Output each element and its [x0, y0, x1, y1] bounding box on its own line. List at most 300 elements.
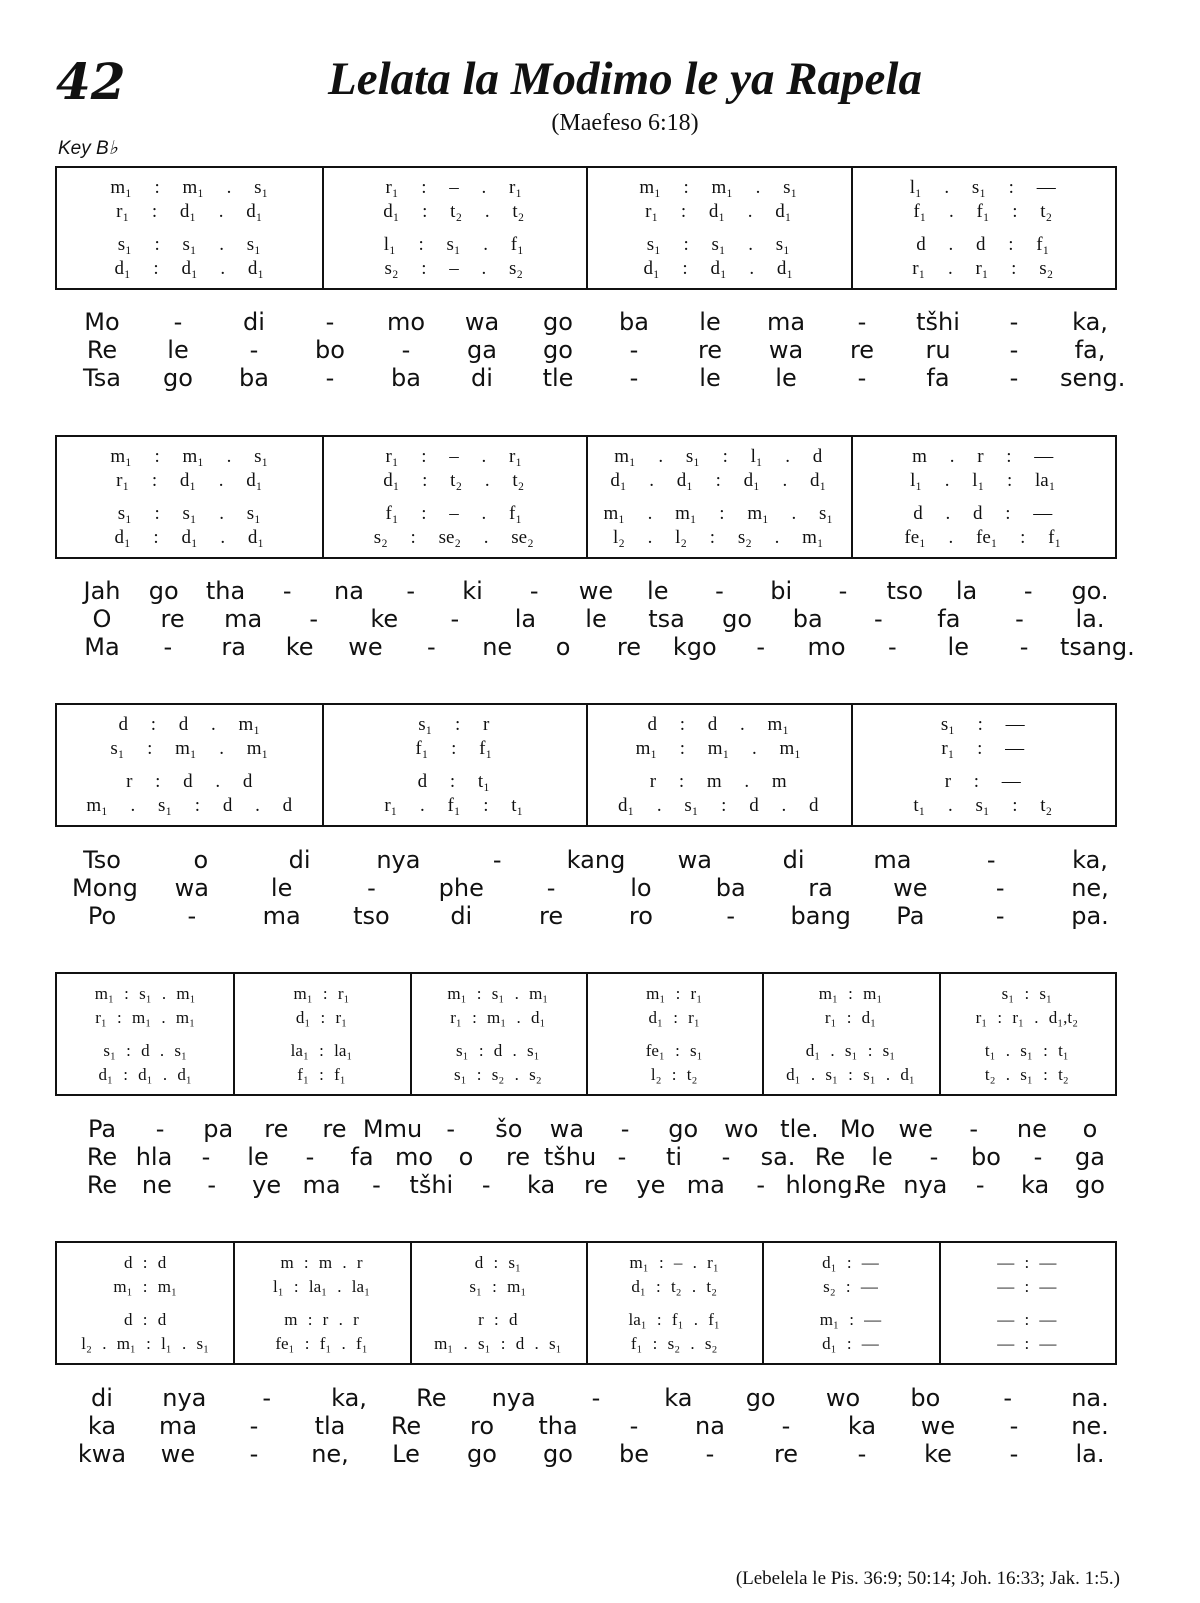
barline [410, 972, 412, 1096]
voice-notation: r₁ : d₁ . d₁ [116, 470, 263, 491]
lyric-syllable: ne [141, 1171, 172, 1199]
lyric-syllable: Re [86, 336, 118, 364]
lyric-syllable: di [91, 1384, 113, 1412]
voice-notation: fe₁ : f₁ . f₁ [275, 1334, 368, 1353]
lyric-syllable: ka [664, 1384, 693, 1412]
lyric-syllable: tšhu [543, 1143, 597, 1171]
lyric-syllable: - [781, 1412, 791, 1440]
lyric-syllable: nya [491, 1384, 536, 1412]
lyric-syllable: ba [792, 605, 823, 633]
voice-notation: r : — [944, 771, 1021, 792]
lyric-syllable: re [505, 1143, 531, 1171]
lyric-syllable: o [458, 1143, 474, 1171]
lyric-syllable: ka [847, 1412, 877, 1440]
voice-notation: — : — [997, 1253, 1057, 1272]
lyric-syllable: - [857, 1440, 867, 1468]
voice-notation: la₁ : la₁ [290, 1041, 353, 1060]
voice-notation: m₁ : m₁ . s₁ [110, 177, 269, 198]
lyric-syllable: - [1023, 577, 1033, 605]
voice-notation: r₁ : m₁ . m₁ [95, 1008, 196, 1027]
lyric-syllable: bo [910, 1384, 941, 1412]
music-system [55, 435, 1117, 559]
lyric-syllable: - [201, 1143, 211, 1171]
lyric-syllable: kgo [672, 633, 717, 661]
scripture-reference: (Maefeso 6:18) [551, 110, 699, 136]
lyric-syllable: fa [350, 1143, 374, 1171]
lyric-syllable: - [546, 874, 556, 902]
barline [586, 435, 588, 559]
lyric-syllable: - [401, 336, 411, 364]
lyric-syllable: re [583, 1171, 609, 1199]
lyric-syllable: ne [1016, 1115, 1047, 1143]
footer-references: (Lebelela le Pis. 36:9; 50:14; Joh. 16:33; Jak. 1:5.) [735, 1568, 1120, 1589]
voice-notation: f₁ . f₁ : t₂ [913, 201, 1053, 222]
lyric-syllable: - [888, 633, 897, 661]
lyric-syllable: ga [1075, 1143, 1105, 1171]
lyric-syllable: wo [825, 1384, 861, 1412]
lyric-syllable: Jah [83, 577, 121, 605]
voice-notation: m₁ : m₁ [818, 984, 883, 1003]
lyric-syllable: na [695, 1412, 725, 1440]
lyric-syllable: - [173, 308, 183, 336]
voice-notation: l₂ . m₁ : l₁ . s₁ [81, 1334, 210, 1353]
lyric-syllable: - [309, 605, 319, 633]
voice-notation: l₁ . l₁ : la₁ [910, 470, 1056, 491]
lyric-syllable: mo [386, 308, 426, 336]
voice-notation: f₁ : f₁ [297, 1065, 346, 1084]
voice-notation: d : d . m₁ [647, 714, 789, 735]
voice-notation: r₁ : m₁ . d₁ [450, 1008, 546, 1027]
lyric-syllable: tso [886, 577, 924, 605]
lyric-syllable: we [920, 1412, 956, 1440]
lyric-syllable: nya [376, 846, 421, 874]
lyric-syllable: - [1009, 336, 1019, 364]
lyric-syllable: - [756, 633, 765, 661]
lyric-syllable: di [450, 902, 473, 930]
barline [322, 166, 324, 290]
lyric-syllable: Tso [83, 846, 121, 874]
lyric-syllable: - [838, 577, 848, 605]
lyric-syllable: - [262, 1384, 271, 1412]
lyric-syllable: nya [162, 1384, 207, 1412]
lyric-syllable: ke [370, 605, 399, 633]
voice-notation: fe₁ : s₁ [645, 1041, 703, 1060]
voice-notation: d₁ : r₁ [295, 1008, 348, 1027]
barline [322, 703, 324, 827]
lyric-syllable: ma [873, 846, 912, 874]
lyric-syllable: - [1009, 1440, 1019, 1468]
voice-notation: m : m . r [280, 1253, 363, 1272]
lyric-syllable: - [857, 308, 867, 336]
lyric-syllable: bang [790, 902, 851, 930]
lyric-syllable: la. [1075, 605, 1105, 633]
lyric-syllable: re [697, 336, 723, 364]
hymn-title: Lelata la Modimo le ya Rapela [328, 53, 922, 105]
lyric-syllable: fa, [1074, 336, 1106, 364]
barline [586, 703, 588, 827]
lyric-syllable: ne [482, 633, 513, 661]
voice-notation: d₁ : d₁ . d₁ [98, 1065, 192, 1084]
lyric-syllable: go [745, 1384, 776, 1412]
lyric-syllable: re [322, 1115, 347, 1143]
voice-notation: f₁ : s₂ . s₂ [630, 1334, 718, 1353]
voice-notation: r : d [478, 1310, 518, 1329]
voice-notation: r₁ : — [941, 738, 1025, 759]
lyric-syllable: fa [926, 364, 950, 392]
lyric-syllable: fa [937, 605, 961, 633]
lyric-syllable: - [1019, 633, 1029, 661]
lyric-syllable: le [699, 364, 721, 392]
voice-notation: f₁ : f₁ [415, 738, 493, 759]
lyric-syllable: go [148, 577, 179, 605]
lyric-syllable: - [873, 605, 883, 633]
lyric-syllable: - [155, 1115, 165, 1143]
lyric-syllable: le [270, 874, 293, 902]
lyric-syllable: le [647, 577, 669, 605]
lyric-syllable: tso [353, 902, 390, 930]
voice-notation: r₁ : d₁ [824, 1008, 877, 1027]
voice-notation: m : r . r [284, 1310, 359, 1329]
voice-notation: m . r : — [912, 446, 1054, 467]
lyric-syllable: ma [262, 902, 301, 930]
lyric-syllable: - [969, 1115, 979, 1143]
lyric-syllable: Re [86, 1171, 118, 1199]
lyric-syllable: pa [203, 1115, 234, 1143]
voice-notation: fe₁ . fe₁ : f₁ [904, 527, 1062, 548]
lyric-syllable: mo [394, 1143, 434, 1171]
lyric-syllable: re [773, 1440, 799, 1468]
lyric-syllable: go [543, 1440, 573, 1468]
voice-notation: m₁ . m₁ : m₁ . s₁ [603, 503, 833, 524]
lyric-syllable: le [585, 605, 607, 633]
barline [851, 435, 853, 559]
lyric-syllable: ka [87, 1412, 117, 1440]
voice-notation: s₁ : s₁ . s₁ [646, 234, 790, 255]
lyric-syllable: ki [462, 577, 483, 605]
lyric-syllable: ra [808, 874, 833, 902]
lyric-syllable: Mong [72, 874, 138, 902]
lyric-syllable: ne. [1071, 1412, 1109, 1440]
voice-notation: d : d [124, 1253, 167, 1272]
lyric-syllable: - [450, 605, 460, 633]
lyric-syllable: - [617, 1143, 627, 1171]
voice-notation: l₁ . s₁ : — [909, 177, 1056, 198]
lyric-syllable: lo [630, 874, 652, 902]
lyric-syllable: bi [770, 577, 793, 605]
voice-notation: s₁ : — [940, 714, 1025, 735]
voice-notation: d₁ : — [822, 1334, 879, 1353]
lyric-syllable: re [160, 605, 185, 633]
lyric-syllable: hla [135, 1143, 173, 1171]
lyric-syllable: la. [1075, 1440, 1105, 1468]
lyric-syllable: ma [224, 605, 263, 633]
lyric-syllable: ma [686, 1171, 725, 1199]
voice-notation: d₁ . s₁ : d . d [618, 795, 819, 816]
lyric-syllable: - [1033, 1143, 1043, 1171]
barline [939, 1241, 941, 1365]
lyric-syllable: - [325, 364, 335, 392]
music-system [55, 166, 1117, 290]
lyric-syllable: - [995, 902, 1005, 930]
voice-notation: s₁ : d . s₁ [456, 1041, 540, 1060]
lyric-syllable: ye [636, 1171, 666, 1199]
lyric-syllable: ye [252, 1171, 282, 1199]
lyric-syllable: ka, [1072, 308, 1108, 336]
lyric-syllable: ma [302, 1171, 341, 1199]
voice-notation: t₁ . s₁ : t₂ [913, 795, 1053, 816]
lyric-syllable: - [629, 364, 639, 392]
lyric-syllable: nya [903, 1171, 948, 1199]
lyric-syllable: Po [87, 902, 117, 930]
barline [851, 703, 853, 827]
lyric-syllable: di [471, 364, 493, 392]
voice-notation: r₁ : d₁ . d₁ [116, 201, 263, 222]
voice-notation: l₂ : t₂ [650, 1065, 698, 1084]
voice-notation: m₁ : s₁ . m₁ [447, 984, 549, 1003]
voice-notation: s₁ : m₁ . m₁ [110, 738, 269, 759]
lyric-syllable: - [715, 577, 724, 605]
lyric-syllable: ne, [1071, 874, 1109, 902]
voice-notation: d₁ : d₁ . d₁ [643, 258, 793, 279]
lyric-syllable: la [955, 577, 978, 605]
voice-notation: d . d : f₁ [916, 234, 1050, 255]
voice-notation: d₁ . d₁ : d₁ . d₁ [610, 470, 827, 491]
lyric-syllable: re [539, 902, 564, 930]
lyric-syllable: le [947, 633, 969, 661]
voice-notation: r : d . d [126, 771, 253, 792]
lyric-syllable: O [92, 605, 112, 633]
voice-notation: d₁ : t₂ . t₂ [383, 201, 525, 222]
lyric-syllable: tha [205, 577, 246, 605]
lyric-syllable: Tsa [83, 364, 121, 392]
lyric-syllable: - [282, 577, 292, 605]
lyric-syllable: mo [807, 633, 846, 661]
lyric-syllable: Ma [84, 633, 120, 661]
lyric-syllable: Re [390, 1412, 422, 1440]
lyric-syllable: - [249, 1440, 259, 1468]
lyric-syllable: wo [724, 1115, 759, 1143]
voice-notation: d : s₁ [474, 1253, 521, 1272]
lyric-syllable: di [782, 846, 805, 874]
lyric-syllable: ne, [311, 1440, 349, 1468]
lyric-syllable: - [629, 336, 639, 364]
barline [762, 972, 764, 1096]
lyric-syllable: - [249, 1412, 259, 1440]
lyric-syllable: - [591, 1384, 601, 1412]
voice-notation: m₁ : s₁ . m₁ [94, 984, 196, 1003]
music-system [55, 972, 1117, 1096]
lyric-syllable: re [616, 633, 641, 661]
lyric-syllable: be [619, 1440, 649, 1468]
lyric-syllable: tsa [648, 605, 685, 633]
lyric-syllable: ka [1021, 1171, 1050, 1199]
lyric-syllable: go [722, 605, 753, 633]
voice-notation: s₁ : r [418, 714, 490, 735]
lyric-syllable: pa. [1071, 902, 1109, 930]
lyric-syllable: Mo [839, 1115, 876, 1143]
voice-notation: d : d . m₁ [118, 714, 260, 735]
barline [939, 972, 941, 1096]
lyric-syllable: ka [527, 1171, 556, 1199]
lyric-syllable: Re [86, 1143, 118, 1171]
lyric-syllable: wa [768, 336, 804, 364]
lyric-syllable: ra [221, 633, 246, 661]
lyric-syllable: Le [392, 1440, 420, 1468]
lyric-syllable: - [406, 577, 416, 605]
voice-notation: r : m . m [649, 771, 787, 792]
lyric-syllable: wa [174, 874, 209, 902]
lyric-syllable: - [426, 633, 436, 661]
lyric-syllable: ba [619, 308, 649, 336]
voice-notation: — : — [997, 1334, 1057, 1353]
voice-notation: d . d : — [913, 503, 1053, 524]
lyric-syllable: o [555, 633, 571, 661]
voice-notation: m₁ : m₁ . s₁ [110, 446, 269, 467]
lyric-syllable: le [167, 336, 189, 364]
voice-notation: d₁ . s₁ : s₁ [805, 1041, 896, 1060]
voice-notation: — : — [997, 1310, 1057, 1329]
lyric-syllable: o [193, 846, 209, 874]
lyric-syllable: ti [665, 1143, 683, 1171]
voice-notation: m₁ : – . r₁ [629, 1253, 719, 1272]
lyric-syllable: - [367, 874, 376, 902]
lyric-syllable: go [668, 1115, 699, 1143]
lyric-syllable: - [325, 308, 335, 336]
lyric-syllable: Mo [84, 308, 120, 336]
lyric-syllable: ka, [1072, 846, 1108, 874]
lyric-syllable: ke [285, 633, 314, 661]
lyric-syllable: - [305, 1143, 315, 1171]
lyric-syllable: - [492, 846, 502, 874]
barline [586, 972, 588, 1096]
lyric-syllable: - [986, 846, 996, 874]
lyric-syllable: - [1009, 364, 1019, 392]
hymn-number: 42 [56, 52, 126, 111]
voice-notation: m₁ : m₁ . s₁ [639, 177, 798, 198]
lyric-syllable: ke [924, 1440, 952, 1468]
lyric-syllable: ro [469, 1412, 495, 1440]
lyric-syllable: le [699, 308, 721, 336]
lyric-syllable: - [163, 633, 173, 661]
lyric-syllable: - [756, 1171, 765, 1199]
lyric-syllable: go [1075, 1171, 1105, 1199]
lyric-syllable: di [288, 846, 311, 874]
lyric-syllable: la [514, 605, 537, 633]
lyric-syllable: - [446, 1115, 456, 1143]
barline [586, 166, 588, 290]
lyric-syllable: we [348, 633, 383, 661]
lyric-syllable: re [849, 336, 875, 364]
lyric-syllable: go. [1071, 577, 1109, 605]
voice-notation: d : d [124, 1310, 167, 1329]
lyric-syllable: wa [677, 846, 712, 874]
lyric-syllable: hlong. [785, 1171, 861, 1199]
lyric-syllable: - [1015, 605, 1024, 633]
voice-notation: s₁ : s₂ . s₂ [454, 1065, 542, 1084]
lyric-syllable: le [775, 364, 797, 392]
lyric-syllable: wa [464, 308, 500, 336]
lyric-syllable: kwa [77, 1440, 127, 1468]
voice-notation: r₁ : – . r₁ [385, 446, 522, 467]
voice-notation: r₁ : d₁ . d₁ [645, 201, 792, 222]
music-system [55, 1241, 1117, 1365]
voice-notation: d₁ : d₁ . d₁ [114, 527, 264, 548]
lyric-syllable: - [1009, 1412, 1019, 1440]
lyric-syllable: we [160, 1440, 196, 1468]
lyric-syllable: ma [766, 308, 806, 336]
voice-notation: d₁ : r₁ [648, 1008, 700, 1027]
voice-notation: m₁ : m₁ [113, 1277, 177, 1296]
lyric-syllable: bo [971, 1143, 1001, 1171]
voice-notation: s₁ : s₁ . s₁ [117, 234, 261, 255]
lyric-syllable: Re [416, 1384, 447, 1412]
voice-notation: t₂ . s₁ : t₂ [984, 1065, 1069, 1084]
lyric-syllable: we [578, 577, 614, 605]
lyric-syllable: - [249, 336, 259, 364]
barline [233, 972, 235, 1096]
lyric-syllable: Mmu [362, 1115, 423, 1143]
lyric-syllable: we [898, 1115, 933, 1143]
lyric-syllable: - [207, 1171, 217, 1199]
lyric-syllable: - [620, 1115, 630, 1143]
lyric-syllable: - [705, 1440, 715, 1468]
lyric-syllable: ba [391, 364, 421, 392]
voice-notation: t₁ . s₁ : t₁ [984, 1041, 1069, 1060]
lyric-syllable: - [1009, 308, 1019, 336]
lyric-syllable: ka, [331, 1384, 367, 1412]
voice-notation: r₁ : r₁ . d₁,t₂ [975, 1008, 1079, 1027]
lyric-syllable: Re [814, 1143, 846, 1171]
voice-notation: s₂ : se₂ . se₂ [373, 527, 534, 548]
lyric-syllable: go [467, 1440, 497, 1468]
voice-notation: m₁ : m₁ . m₁ [635, 738, 801, 759]
lyric-syllable: - [372, 1171, 381, 1199]
barline [762, 1241, 764, 1365]
voice-notation: d : t₁ [417, 771, 490, 792]
lyric-syllable: di [243, 308, 265, 336]
voice-notation: d₁ : d₁ . d₁ [114, 258, 264, 279]
lyric-syllable: - [481, 1171, 491, 1199]
voice-notation: s₁ : d . s₁ [103, 1041, 187, 1060]
lyric-syllable: tle [542, 364, 574, 392]
voice-notation: m₁ : — [819, 1310, 882, 1329]
lyric-syllable: ba [715, 874, 746, 902]
voice-notation: m₁ . s₁ : d . s₁ [434, 1334, 562, 1353]
voice-notation: m₁ : r₁ [646, 984, 703, 1003]
lyric-syllable: we [893, 874, 928, 902]
voice-notation: m₁ : r₁ [293, 984, 350, 1003]
voice-notation: l₂ . l₂ : s₂ . m₁ [612, 527, 824, 548]
barline [322, 435, 324, 559]
key-signature: Key B♭ [58, 138, 118, 159]
music-system [55, 703, 1117, 827]
lyric-syllable: tšhi [916, 308, 960, 336]
lyric-syllable: - [1003, 1384, 1012, 1412]
lyric-syllable: ga [467, 336, 497, 364]
lyric-syllable: kang [566, 846, 626, 874]
voice-notation: la₁ : f₁ . f₁ [628, 1310, 720, 1329]
barline [851, 166, 853, 290]
lyric-syllable: ru [925, 336, 951, 364]
lyric-syllable: Pa [896, 902, 925, 930]
lyric-syllable: na [334, 577, 364, 605]
lyric-syllable: sa. [760, 1143, 796, 1171]
voice-notation: r₁ . r₁ : s₂ [912, 258, 1054, 279]
lyric-syllable: ba [239, 364, 269, 392]
lyric-syllable: wa [549, 1115, 585, 1143]
voice-notation: l₁ : s₁ . f₁ [383, 234, 524, 255]
voice-notation: d₁ : t₂ . t₂ [383, 470, 525, 491]
